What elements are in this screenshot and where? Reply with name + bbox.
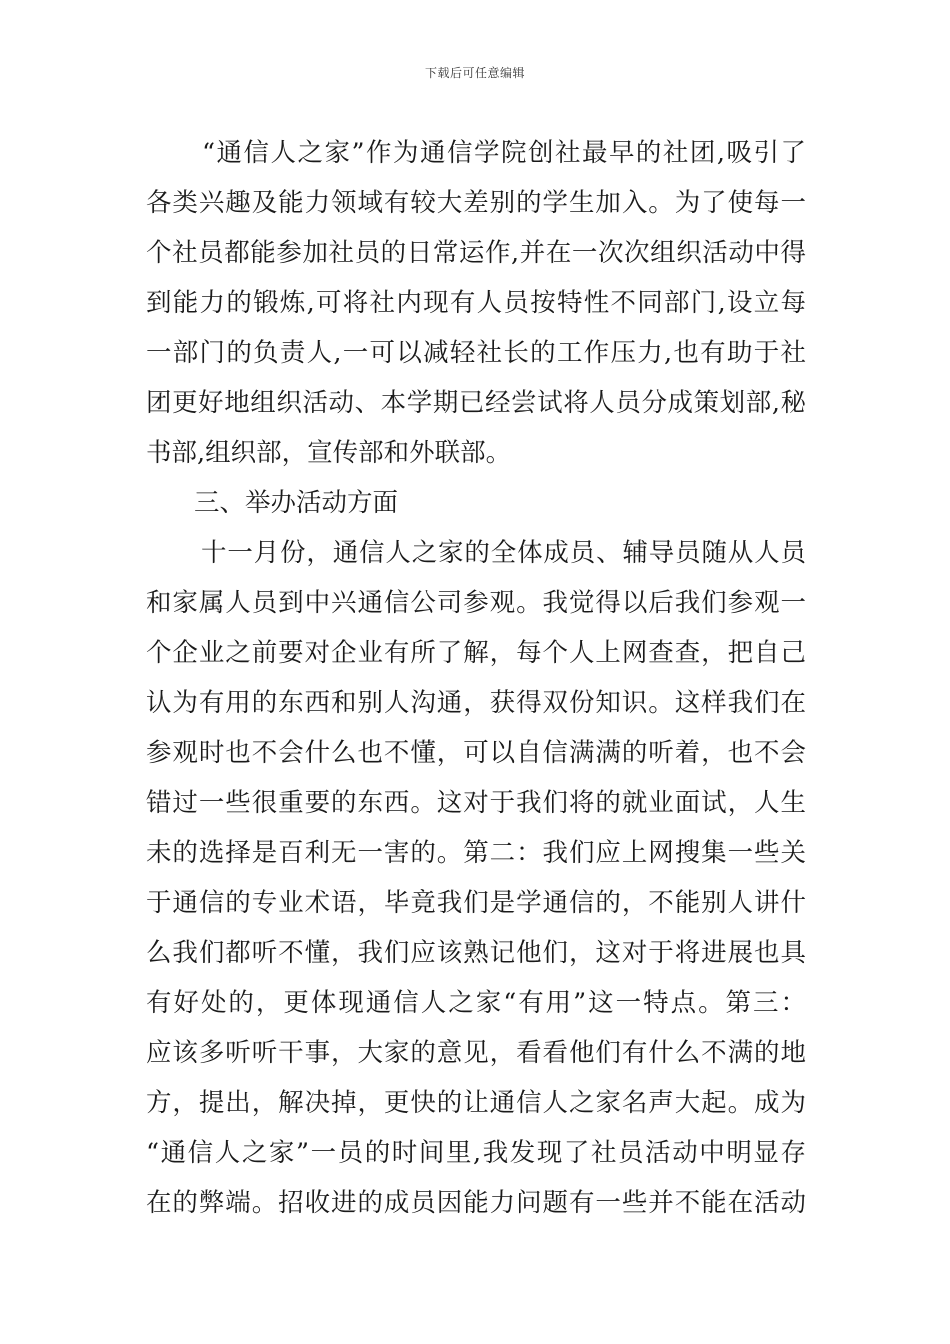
text-line: 方，提出，解决掉，更快的让通信人之家名声大起。成为 xyxy=(146,1088,806,1118)
text-line: 一部门的负责人,一可以减轻社长的工作压力,也有助于社 xyxy=(146,338,806,368)
text-line: 应该多听听干事，大家的意见，看看他们有什么不满的地 xyxy=(146,1038,806,1068)
text-line: 么我们都听不懂，我们应该熟记他们，这对于将进展也具 xyxy=(146,938,806,968)
text-line: 错过一些很重要的东西。这对于我们将的就业面试，人生 xyxy=(146,788,806,818)
text-line: 参观时也不会什么也不懂，可以自信满满的听着，也不会 xyxy=(146,738,806,768)
text-line: 认为有用的东西和别人沟通，获得双份知识。这样我们在 xyxy=(146,688,806,718)
text-line: 书部,组织部，宣传部和外联部。 xyxy=(146,438,512,468)
text-line: 在的弊端。招收进的成员因能力问题有一些并不能在活动 xyxy=(146,1188,806,1218)
text-line: “通信人之家”作为通信学院创社最早的社团,吸引了 xyxy=(202,138,806,168)
text-line: 于通信的专业术语，毕竟我们是学通信的，不能别人讲什 xyxy=(146,888,806,918)
text-line: “通信人之家”一员的时间里,我发现了社员活动中明显存 xyxy=(146,1138,806,1168)
section-heading: 三、举办活动方面 xyxy=(194,488,399,518)
text-line: 团更好地组织活动、本学期已经尝试将人员分成策划部,秘 xyxy=(146,388,806,418)
text-line: 个社员都能参加社员的日常运作,并在一次次组织活动中得 xyxy=(146,238,806,268)
text-line: 和家属人员到中兴通信公司参观。我觉得以后我们参观一 xyxy=(146,588,806,618)
text-line: 到能力的锻炼,可将社内现有人员按特性不同部门,设立每 xyxy=(146,288,806,318)
text-line: 个企业之前要对企业有所了解，每个人上网查查，把自己 xyxy=(146,638,806,668)
text-line: 未的选择是百利无一害的。第二：我们应上网搜集一些关 xyxy=(146,838,806,868)
text-line: 十一月份，通信人之家的全体成员、辅导员随从人员 xyxy=(201,538,806,568)
page-header: 下载后可任意编辑 xyxy=(424,66,525,80)
text-line: 有好处的，更体现通信人之家“有用”这一特点。第三： xyxy=(146,988,806,1018)
text-line: 各类兴趣及能力领域有较大差别的学生加入。为了使每一 xyxy=(146,188,806,218)
document-body xyxy=(146,128,806,1228)
